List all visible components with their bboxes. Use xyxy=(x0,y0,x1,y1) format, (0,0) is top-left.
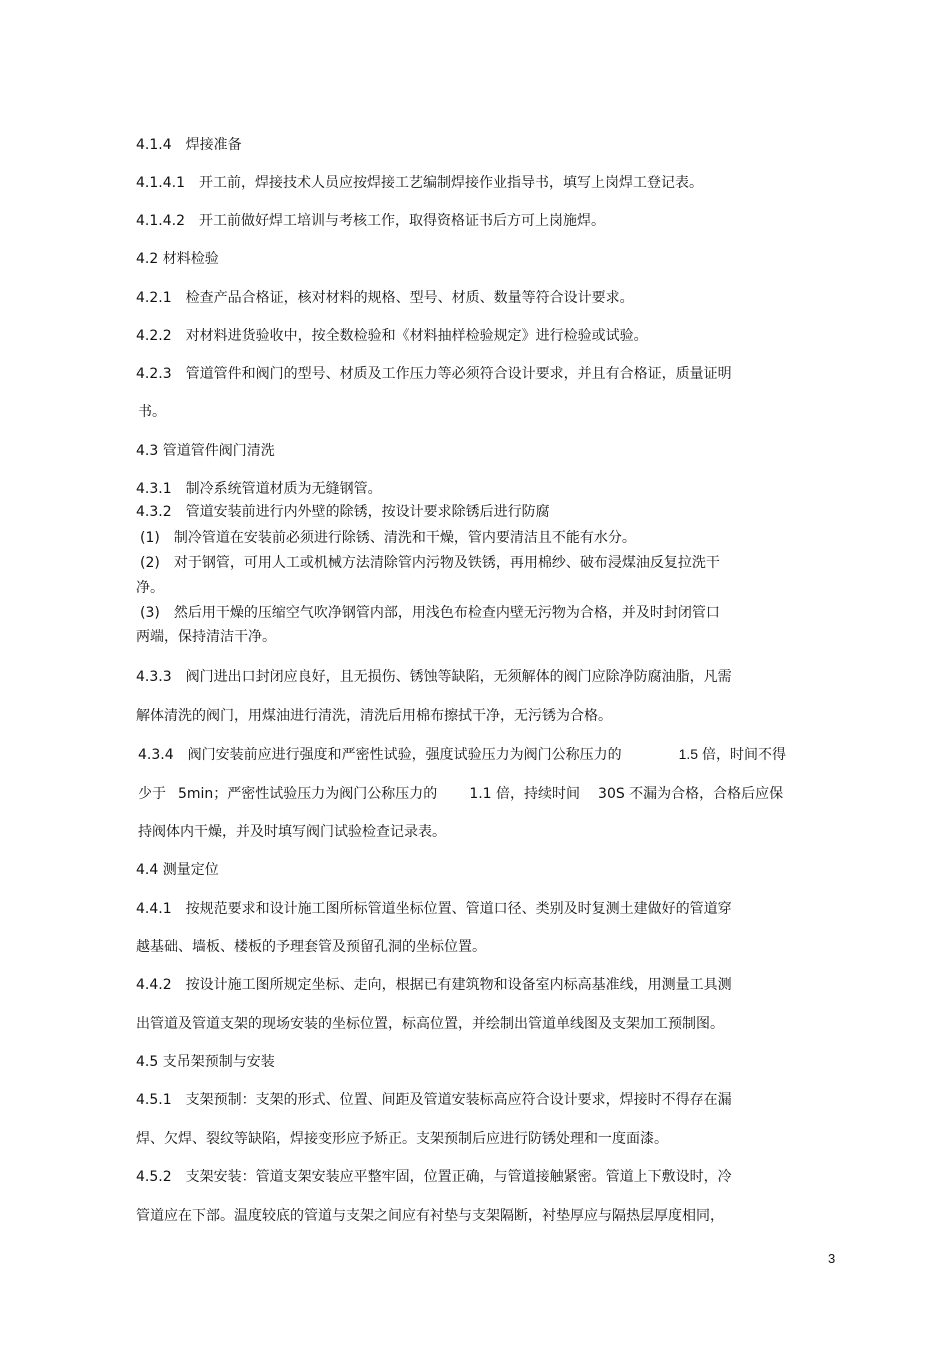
line-4-4-1: 4.4.1 按规范要求和设计施工图所标管道坐标位置、管道口径、类别及时复测土建做好的管道穿 xyxy=(136,901,732,917)
line-4-3-1: 4.3.1 制冷系统管道材质为无缝钢管。 xyxy=(136,481,382,497)
line-4-2-1: 4.2.1 检查产品合格证，核对材料的规格、型号、材质、数量等符合设计要求。 xyxy=(136,290,634,306)
line-4-3-2: 4.3.2 管道安装前进行内外壁的除锈，按设计要求除锈后进行防腐 xyxy=(136,504,550,520)
line-4-3-3: 4.3.3 阀门进出口封闭应良好，且无损伤、锈蚀等缺陷，无须解体的阀门应除净防腐油脂，凡需 xyxy=(136,669,732,685)
item-3-cont: 两端，保持清洁干净。 xyxy=(136,629,276,645)
heading-4-2: 4.2 材料检验 xyxy=(136,251,219,267)
p434-b2: 5min；严密性试验压力为阀门公称压力的 xyxy=(178,786,438,802)
line-4-4-1-cont: 越基础、墙板、楼板的予理套管及预留孔洞的坐标位置。 xyxy=(136,939,486,955)
heading-4-3: 4.3 管道管件阀门清洗 xyxy=(136,443,275,459)
item-3: (3) 然后用干燥的压缩空气吹净钢管内部，用浅色布检查内壁无污物为合格，并及时封闭管口 xyxy=(140,605,720,621)
line-4-5-1-cont: 焊、欠焊、裂纹等缺陷，焊接变形应予矫正。支架预制后应进行防锈处理和一度面漆。 xyxy=(136,1131,668,1147)
p434-a1: 4.3.4 阀门安装前应进行强度和严密性试验，强度试验压力为阀门公称压力的 xyxy=(138,747,622,763)
line-4-5-2-cont: 管道应在下部。温度较底的管道与支架之间应有衬垫与支架隔断，衬垫厚应与隔热层厚度相同， xyxy=(136,1208,724,1224)
line-4-5-2: 4.5.2 支架安装：管道支架安装应平整牢固，位置正确，与管道接触紧密。管道上下敷设时，冷 xyxy=(136,1169,732,1185)
line-4-2-2: 4.2.2 对材料进货验收中，按全数检验和《材料抽样检验规定》进行检验或试验。 xyxy=(136,328,648,344)
line-4-1-4-2: 4.1.4.2 开工前做好焊工培训与考核工作，取得资格证书后方可上岗施焊。 xyxy=(136,213,605,229)
p434-b4: 30S 不漏为合格，合格后应保 xyxy=(598,786,784,802)
line-4-3-3-cont: 解体清洗的阀门，用煤油进行清洗，清洗后用棉布擦拭干净，无污锈为合格。 xyxy=(136,708,612,724)
line-4-2-3: 4.2.3 管道管件和阀门的型号、材质及工作压力等必须符合设计要求，并且有合格证，质量证明 xyxy=(136,366,732,382)
p434-b1: 少于 xyxy=(138,786,166,802)
p434-b3: 1.1 倍，持续时间 xyxy=(469,786,581,802)
line-4-1-4: 4.1.4 焊接准备 xyxy=(136,137,242,153)
line-4-4-2: 4.4.2 按设计施工图所规定坐标、走向，根据已有建筑物和设备室内标高基准线，用测量工具测 xyxy=(136,977,732,993)
item-2: (2) 对于钢管，可用人工或机械方法清除管内污物及铁锈，再用棉纱、破布浸煤油反复拉洗干 xyxy=(140,555,720,571)
heading-4-4: 4.4 测量定位 xyxy=(136,862,219,878)
line-4-1-4-1: 4.1.4.1 开工前，焊接技术人员应按焊接工艺编制焊接作业指导书，填写上岗焊工登记表。 xyxy=(136,175,703,191)
heading-4-5: 4.5 支吊架预制与安装 xyxy=(136,1054,275,1070)
item-1: (1) 制冷管道在安装前必须进行除锈、清洗和干燥，管内要清洁且不能有水分。 xyxy=(140,530,636,546)
page-number: 3 xyxy=(828,1251,836,1266)
line-4-5-1: 4.5.1 支架预制：支架的形式、位置、间距及管道安装标高应符合设计要求，焊接时不得存在漏 xyxy=(136,1092,732,1108)
line-4-3-4-row2 xyxy=(138,785,783,803)
line-4-3-4-row1 xyxy=(138,745,786,764)
p434-a2: 1.5 倍，时间不得 xyxy=(678,746,786,762)
line-4-2-3-cont: 书。 xyxy=(138,404,166,420)
line-4-4-2-cont: 出管道及管道支架的现场安装的坐标位置，标高位置，并绘制出管道单线图及支架加工预制图。 xyxy=(136,1016,724,1032)
item-2-cont: 净。 xyxy=(136,580,164,596)
line-4-3-4-row3: 持阀体内干燥，并及时填写阀门试验检查记录表。 xyxy=(138,824,446,840)
